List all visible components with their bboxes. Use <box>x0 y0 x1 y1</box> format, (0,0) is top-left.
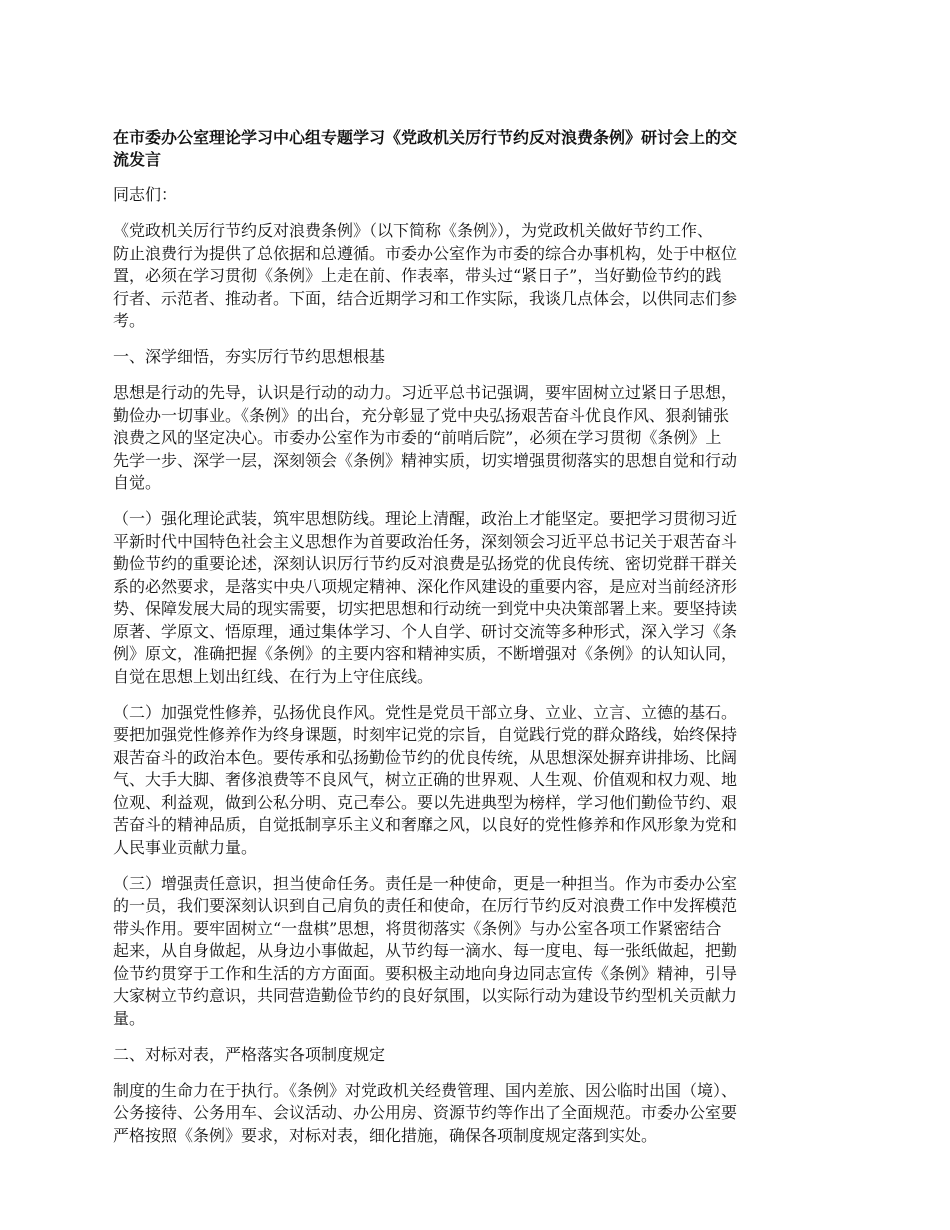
text-line: 带头作用。要牢固树立“一盘棋”思想，将贯彻落实《条例》与办公室各项工作紧密结合 <box>113 918 722 938</box>
text-line: 公务接待、公务用车、会议活动、办公用房、资源节约等作出了全面规范。市委办公室要 <box>113 1103 738 1122</box>
text-line: 艰苦奋斗的政治本色。要传承和弘扬勤俭节约的优良传统，从思想深处摒弃讲排场、比阔 <box>113 747 738 767</box>
text-line: 置，必须在学习贯彻《条例》上走在前、作表率，带头过“紧日子”，当好勤俭节约的践 <box>113 266 722 285</box>
paragraph <box>113 508 843 688</box>
text-line: 要把加强党性修养作为终身课题，时刻牢记党的宗旨，自觉践行党的群众路线，始终保持 <box>113 725 738 744</box>
text-line: 考。 <box>113 311 146 330</box>
text-line: 的一员，我们要深刻认识到自己肩负的责任和使命，在厉行节约反对浪费工作中发挥模范 <box>113 896 738 915</box>
text-line: 平新时代中国特色社会主义思想作为首要政治任务，深刻领会习近平总书记关于艰苦奋斗 <box>113 531 738 551</box>
text-line: 严格按照《条例》要求，对标对表，细化措施，确保各项制度规定落到实处。 <box>113 1125 658 1145</box>
text-line: （三）增强责任意识，担当使命任务。责任是一种使命，更是一种担当。作为市委办公室 <box>113 873 738 893</box>
text-line: 先学一步、深学一层，深刻领会《条例》精神实质，切实增强贯彻落实的思想自觉和行动 <box>113 450 738 470</box>
paragraph <box>113 220 843 333</box>
text-line: 自觉在思想上划出红线、在行为上守住底线。 <box>113 666 434 686</box>
salutation <box>113 184 843 207</box>
title-line: 在市委办公室理论学习中心组专题学习《党政机关厉行节约反对浪费条例》研讨会上的交 <box>113 128 738 147</box>
paragraph <box>113 702 843 860</box>
text-line: 《党政机关厉行节约反对浪费条例》（以下简称《条例》），为党政机关做好节约工作、 <box>113 221 714 240</box>
text-line: 自觉。 <box>113 473 162 492</box>
text-line: 制度的生命力在于执行。《条例》对党政机关经费管理、国内差旅、因公临时出国（境）、 <box>113 1080 738 1100</box>
document-title <box>113 127 843 171</box>
text-line: 防止浪费行为提供了总依据和总遵循。市委办公室作为市委的综合办事机构，处于中枢位 <box>113 243 738 263</box>
text-line: 同志们： <box>113 185 178 204</box>
paragraph <box>113 1080 843 1148</box>
text-line: 二、对标对表，严格落实各项制度规定 <box>113 1044 386 1064</box>
text-line: 思想是行动的先导，认识是行动的动力。习近平总书记强调，要牢固树立过紧日子思想， <box>113 383 738 402</box>
text-line: （一）强化理论武装，筑牢思想防线。理论上清醒，政治上才能坚定。要把学习贯彻习近 <box>113 509 738 528</box>
text-line: 量。 <box>113 1008 146 1028</box>
section-heading <box>113 346 843 369</box>
text-line: 勤俭办一切事业。《条例》的出台，充分彰显了党中央弘扬艰苦奋斗优良作风、狠刹铺张 <box>113 405 730 425</box>
text-line: 浪费之风的坚定决心。市委办公室作为市委的“前哨后院”，必须在学习贯彻《条例》上 <box>113 428 722 447</box>
paragraphs <box>113 184 843 1147</box>
paragraph <box>113 382 843 495</box>
text-line: 俭节约贯穿于工作和生活的方方面面。要积极主动地向身边同志宣传《条例》精神，引导 <box>113 963 738 983</box>
text-line: 苦奋斗的精神品质，自觉抵制享乐主义和奢靡之风，以良好的党性修养和作风形象为党和 <box>113 815 738 834</box>
text-line: 大家树立节约意识，共同营造勤俭节约的良好氛围，以实际行动为建设节约型机关贡献力 <box>113 986 738 1005</box>
title-line: 流发言 <box>113 150 162 169</box>
text-line: （二）加强党性修养，弘扬优良作风。党性是党员干部立身、立业、立言、立德的基石。 <box>113 702 738 722</box>
paragraph <box>113 873 843 1031</box>
text-line: 一、深学细悟，夯实厉行节约思想根基 <box>113 347 386 366</box>
text-line: 势、保障发展大局的现实需要，切实把思想和行动统一到党中央决策部署上来。要坚持读 <box>113 599 738 618</box>
text-line: 气、大手大脚、奢侈浪费等不良风气，树立正确的世界观、人生观、价值观和权力观、地 <box>113 770 738 789</box>
text-line: 行者、示范者、推动者。下面，结合近期学习和工作实际，我谈几点体会，以供同志们参 <box>113 288 738 308</box>
text-line: 原著、学原文、悟原理，通过集体学习、个人自学、研讨交流等多种形式，深入学习《条 <box>113 621 738 641</box>
text-line: 勤俭节约的重要论述，深刻认识厉行节约反对浪费是弘扬党的优良传统、密切党群干群关 <box>113 554 738 573</box>
section-heading <box>113 1044 843 1067</box>
document-body <box>113 127 843 1161</box>
text-line: 位观、利益观，做到公私分明、克己奉公。要以先进典型为榜样，学习他们勤俭节约、艰 <box>113 792 738 812</box>
text-line: 例》原文，准确把握《条例》的主要内容和精神实质，不断增强对《条例》的认知认同， <box>113 644 738 663</box>
text-line: 系的必然要求，是落实中央八项规定精神、深化作风建设的重要内容，是应对当前经济形 <box>113 576 738 596</box>
text-line: 起来，从自身做起，从身边小事做起，从节约每一滴水、每一度电、每一张纸做起，把勤 <box>113 941 738 960</box>
text-line: 人民事业贡献力量。 <box>113 837 258 857</box>
